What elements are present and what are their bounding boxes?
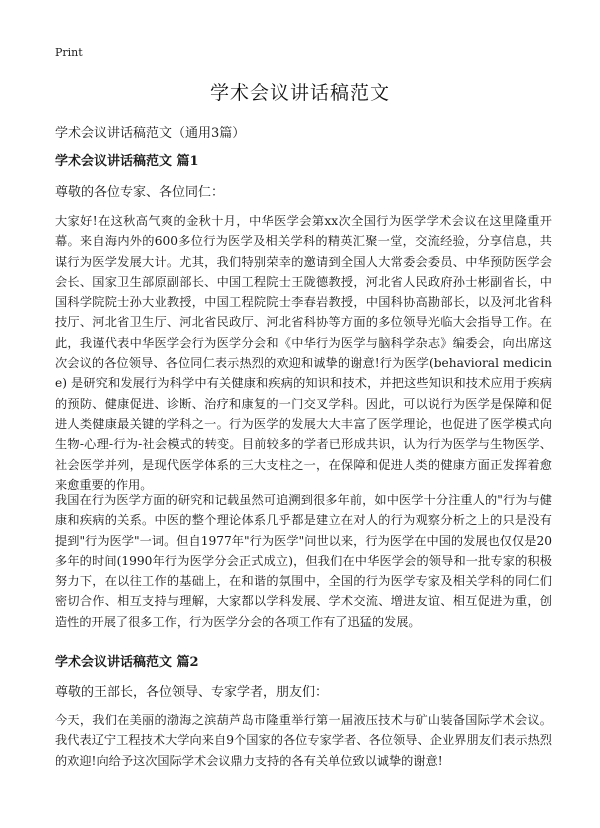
section-heading-1: 学术会议讲话稿范文 篇1 xyxy=(55,154,199,169)
section-heading-2: 学术会议讲话稿范文 篇2 xyxy=(55,655,199,670)
section-1-paragraph-2: 我国在行为医学方面的研究和记载虽然可追溯到很多年前，如中医学十分注重人的"行为与健康和疾病的关系。中医的整个理论体系几乎都是建立在对人的行为观察分析之上的只是没有提到"行为医学"一词。但自1977年"行为医学"问世以来，行为医学在中国的发展也仅仅是20多年的时间(1990年行为医学分会正式成立)，但我们在中华医学会的领导和一批专家的积极努力下，在以往工作的基础上，在和谐的氛围中，全国的行为医学专家及相关学科的同仁们密切合作、相互支持与理解，大家都以学科发展、学术交流、增进友谊、相互促进为重，创造性的开展了很多工作，行为医学分会的各项工作有了迅猛的发展。 xyxy=(55,493,552,629)
page-title: 学术会议讲话稿范文 xyxy=(209,82,390,104)
section-greeting-2: 尊敬的王部长，各位领导、专家学者，朋友们： xyxy=(55,685,329,700)
document-subtitle: 学术会议讲话稿范文（通用3篇） xyxy=(55,126,246,141)
section-2-paragraph-1: 今天，我们在美丽的渤海之滨葫芦岛市隆重举行第一届液压技术与矿山装备国际学术会议。我代表辽宁工程技术大学向来自9个国家的各位专家学者、各位领导、企业界朋友们表示热烈的欢迎!向给予这次国际学术会议鼎力支持的各有关单位致以诚挚的谢意! xyxy=(55,713,552,768)
print-link[interactable]: Print xyxy=(55,46,83,59)
section-greeting-1: 尊敬的各位专家、各位同仁： xyxy=(55,185,225,200)
section-1-paragraph-1: 大家好!在这秋高气爽的金秋十月，中华医学会第xx次全国行为医学学术会议在这里隆重开幕。来自海内外的600多位行为医学及相关学科的精英汇聚一堂，交流经验，分享信息，共谋行为医学发展大计。尤其，我们特别荣幸的邀请到全国人大常委会委员、中华预防医学会会长、国家卫生部原副部长、中国工程院士王陇德教授，河北省人民政府孙士彬副省长，中国科学院院士孙大业教授，中国工程院院士李春岩教授，中国科协高勘部长，以及河北省科技厅、河北省卫生厅、河北省民政厅、河北省科协等方面的多位领导光临大会指导工作。在此，我谨代表中华医学会行为医学分会和《中华行为医学与脑科学杂志》编委会，向出席这次会议的各位领导、各位同仁表示热烈的欢迎和诚挚的谢意!行为医学(behavioral medicine) 是研究和发展行为科学中有关健康和疾病的知识和技术，并把这些知识和技术应用于疾病的预防、健康促进、诊断、治疗和康复的一门交叉学科。因此，可以说行为医学是保障和促进人类健康最关键的学科之一。行为医学的发展大大丰富了医学理论，也促进了医学模式向生物-心理-行为-社会模式的转变。目前较多的学者已形成共识，认为行为医学与生物医学、社会医学并列，是现代医学体系的三大支柱之一，在保障和促进人类的健康方面正发挥着愈来愈重要的作用。 xyxy=(55,214,552,492)
